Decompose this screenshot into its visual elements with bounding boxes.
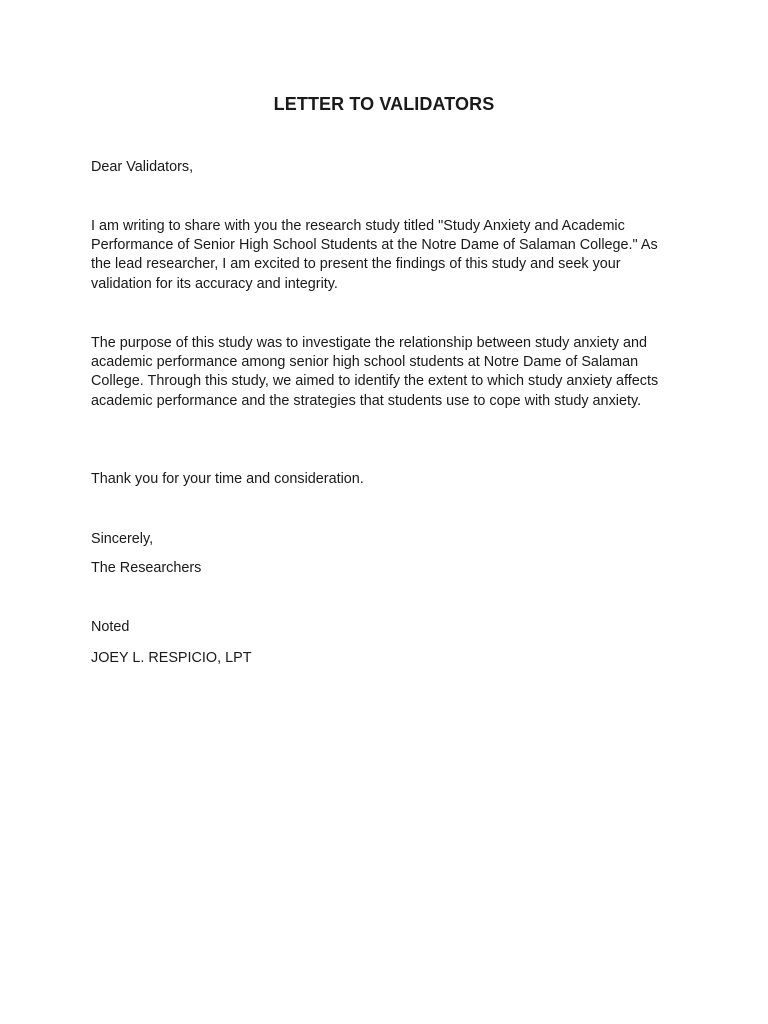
noted-label: Noted — [91, 619, 130, 635]
signer-name: The Researchers — [91, 560, 202, 576]
thanks-line: Thank you for your time and consideration. — [91, 471, 364, 487]
letter-title: LETTER TO VALIDATORS — [273, 94, 495, 114]
noted-by-name: JOEY L. RESPICIO, LPT — [91, 650, 252, 666]
salutation: Dear Validators, — [91, 159, 194, 175]
body-paragraph-1: I am writing to share with you the research study titled "Study Anxiety and Academic Performance of Senior High School Students at the Notre Dame of Salaman College." As the lead researcher, I am excited to present the findings of this study and seek your validation for its accuracy and integrity. — [91, 218, 658, 292]
body-paragraph-2: The purpose of this study was to investigate the relationship between study anxiety and academic performance among senior high school students at Notre Dame of Salaman College. Through this study, we aimed to identify the extent to which study anxiety affects academic performance and the strategies that students use to cope with study anxiety. — [91, 335, 659, 409]
closing-line: Sincerely, — [91, 531, 154, 547]
